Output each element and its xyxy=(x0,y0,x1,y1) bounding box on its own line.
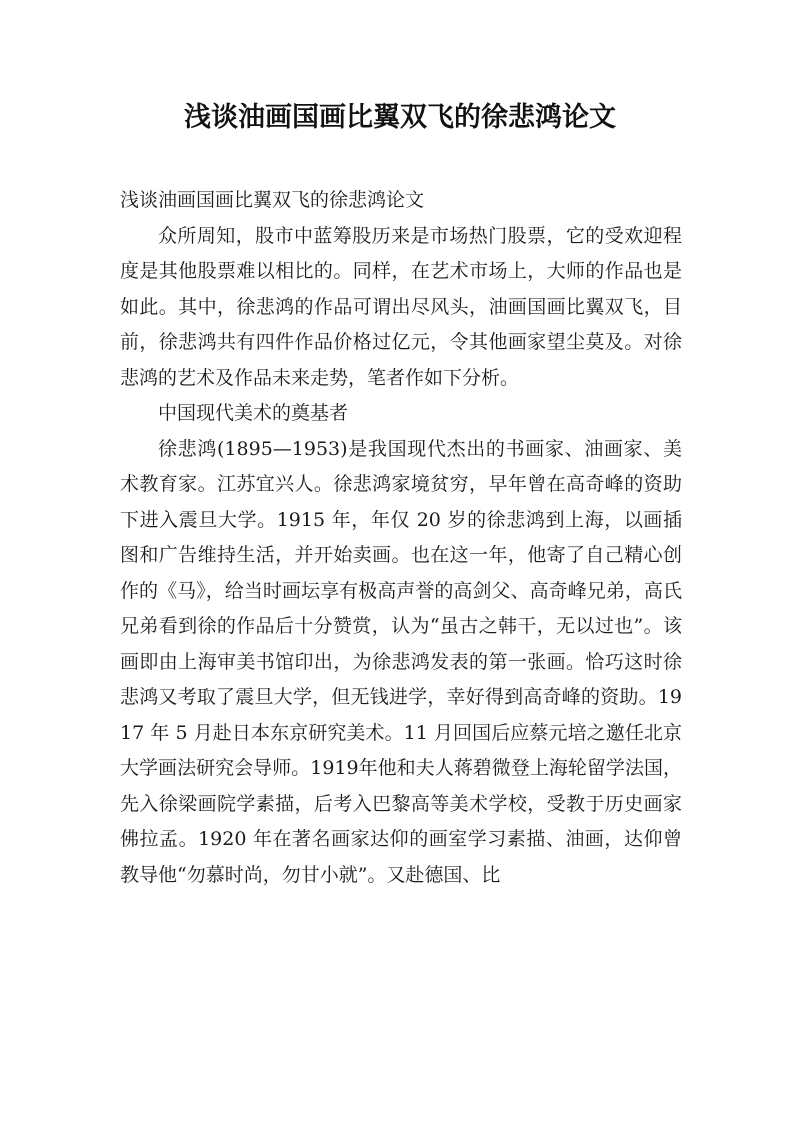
paragraph-biography: 徐悲鸿(1895—1953)是我国现代杰出的书画家、油画家、美术教育家。江苏宜兴人。徐悲鸿家境贫穷，早年曾在高奇峰的资助下进入震旦大学。1915 年，年仅 20 岁的徐悲鸿到上海，以画插图和广告维持生活，并开始卖画。也在这一年，他寄了自己精心创作的《马》，给当时画坛享有极高声誉的高剑父、高奇峰兄弟，高氏兄弟看到徐的作品后十分赞赏，认为“虽古之韩干，无以过也”。该画即由上海审美书馆印出，为徐悲鸿发表的第一张画。恰巧这时徐悲鸿又考取了震旦大学，但无钱进学，幸好得到高奇峰的资助。1917 年 5 月赴日本东京研究美术。11 月回国后应蔡元培之邀任北京大学画法研究会导师。1919年他和夫人蒋碧微登上海轮留学法国，先入徐梁画院学素描，后考入巴黎高等美术学校，受教于历史画家佛拉孟。1920 年在著名画家达仰的画室学习素描、油画，达仰曾教导他“勿慕时尚，勿甘小就”。又赴德国、比 xyxy=(120,437,682,886)
document-subtitle: 浅谈油画国画比翼双飞的徐悲鸿论文 xyxy=(120,189,425,211)
paragraph-intro: 众所周知，股市中蓝筹股历来是市场热门股票，它的受欢迎程度是其他股票难以相比的。同样，在艺术市场上，大师的作品也是如此。其中，徐悲鸿的作品可谓出尽风头，油画国画比翼双飞，目前，徐悲鸿共有四件作品价格过亿元，令其他画家望尘莫及。对徐悲鸿的艺术及作品未来走势，笔者作如下分析。 xyxy=(120,224,682,389)
document-body xyxy=(120,183,682,893)
section-heading: 中国现代美术的奠基者 xyxy=(158,402,349,424)
document-title: 浅谈油画国画比翼双飞的徐悲鸿论文 xyxy=(184,102,616,133)
